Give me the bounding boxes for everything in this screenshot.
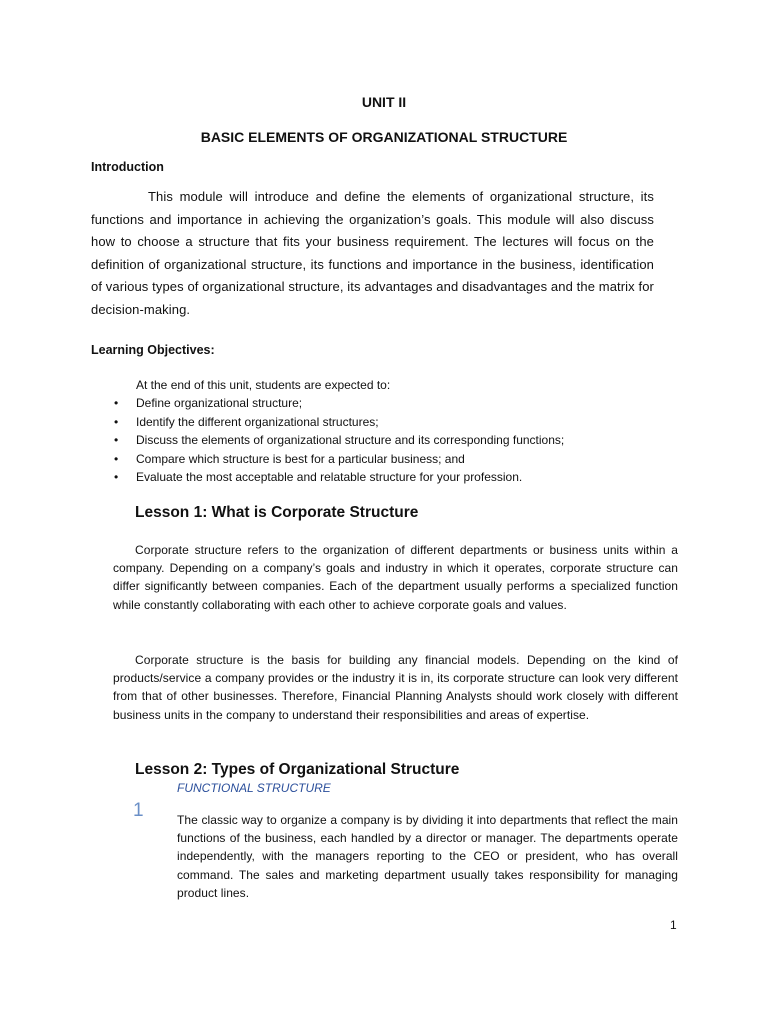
list-item: • Identify the different organizational structures;	[112, 413, 672, 432]
unit-heading: UNIT II	[361, 94, 407, 110]
bullet-icon: •	[114, 470, 119, 484]
page-number: 1	[670, 918, 677, 932]
lesson2-paragraph: The classic way to organize a company is by dividing it into departments that reflect the main functions of the business, each handled by a director or manager. The departments operate independently, with the managers reporting to the CEO or president, who has overall command. The sales and marketing department usually takes responsibility for managing product lines.	[177, 813, 678, 900]
item-number: 1	[133, 800, 144, 821]
bullet-icon: •	[114, 414, 119, 429]
bullet-icon: •	[114, 451, 119, 466]
module-title: BASIC ELEMENTS OF ORGANIZATIONAL STRUCTURE	[200, 129, 568, 145]
lesson1-paragraph-2: Corporate structure is the basis for building any financial models. Depending on the kind of products/service a company provides or the industry it is in, its corporate structure can look very different from that of other businesses. Therefore, Financial Planning Analysts should work closely with different business units in the company to understand their responsibilities and areas of expertise.	[113, 653, 678, 722]
objectives-intro: At the end of this unit, students are expected to:	[136, 378, 391, 392]
list-item: • Discuss the elements of organizational structure and its corresponding functions;	[112, 431, 672, 450]
lesson2-title: Lesson 2: Types of Organizational Structure	[135, 761, 460, 778]
lesson1-paragraph-1: Corporate structure refers to the organization of different departments or business units within a company. Depending on a company’s goals and industry in which it operates, corporate structure can differ significantly between companies. Each of the department usually performs a specialized function while constantly collaborating with each other to achieve corporate goals and values.	[113, 543, 678, 612]
introduction-paragraph: This module will introduce and define the elements of organizational structure, its functions and importance in achieving the organization’s goals. This module will also discuss how to choose a structure that fits your business requirement. The lectures will focus on the definition of organizational structure, its functions and importance in the business, identification of various types of organizational structure, its advantages and disadvantages and the matrix for decision-making.	[91, 189, 654, 317]
learning-objectives-heading: Learning Objectives:	[91, 343, 215, 357]
bullet-icon: •	[114, 433, 119, 447]
bullet-icon: •	[114, 396, 119, 410]
lesson1-title: Lesson 1: What is Corporate Structure	[135, 504, 419, 521]
list-item: • Evaluate the most acceptable and relatable structure for your profession.	[112, 468, 672, 487]
list-item: • Compare which structure is best for a particular business; and	[112, 450, 672, 469]
objectives-list	[112, 394, 672, 487]
list-item: • Define organizational structure;	[112, 394, 672, 413]
introduction-heading: Introduction	[91, 160, 164, 174]
functional-structure-subheading: FUNCTIONAL STRUCTURE	[177, 781, 331, 795]
